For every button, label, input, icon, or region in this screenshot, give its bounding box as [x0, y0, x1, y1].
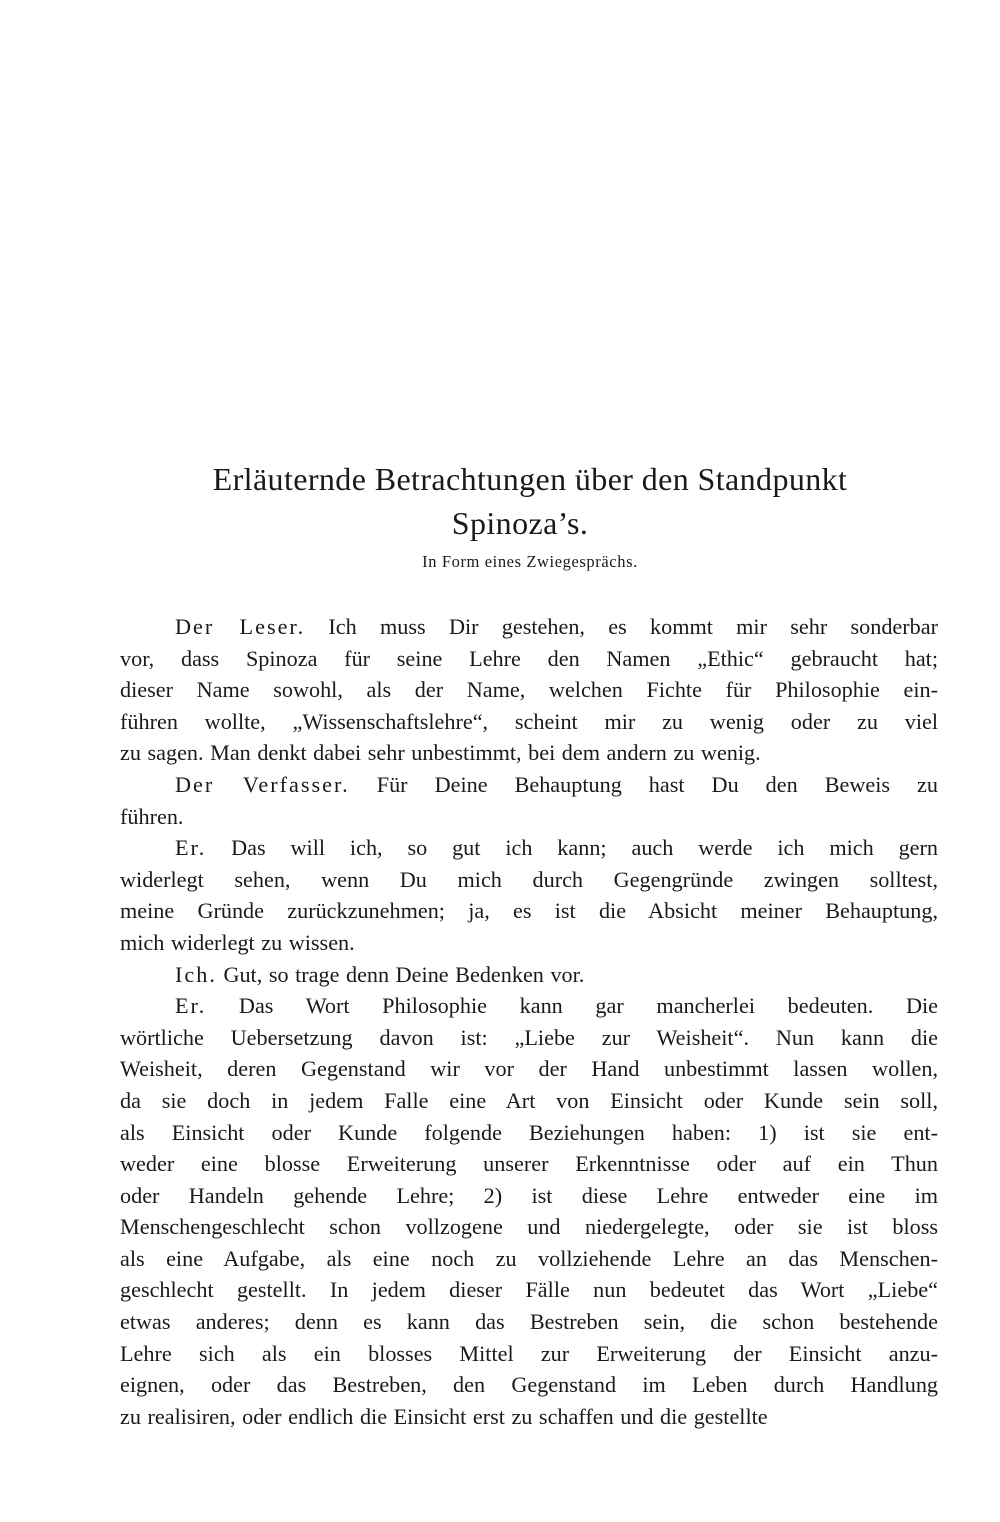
text-line: vor, dass Spinoza für seine Lehre den Namen „Ethic“ gebraucht hat;	[120, 645, 938, 671]
text-line	[120, 611, 938, 643]
line-text: Das will ich, so gut ich kann; auch werde ich mich gern	[206, 835, 938, 861]
text-line: meine Gründe zurückzunehmen; ja, es ist die Absicht meiner Behauptung,	[120, 898, 938, 924]
speaker-label: Er.	[175, 835, 207, 861]
text-line: mich widerlegt zu wissen.	[120, 929, 355, 955]
text-line: zu sagen. Man denkt dabei sehr unbestimmt, bei dem andern zu wenig.	[120, 740, 761, 766]
text-line: eignen, oder das Bestreben, den Gegenstand im Leben durch Handlung	[120, 1372, 938, 1398]
text-line: Lehre sich als ein blosses Mittel zur Erweiterung der Einsicht anzu-	[120, 1340, 938, 1366]
text-line	[120, 990, 938, 1022]
text-line	[120, 832, 938, 864]
chapter-subtitle: In Form eines Zwiegesprächs.	[422, 552, 638, 571]
text-line: dieser Name sowohl, als der Name, welchen Fichte für Philosophie ein-	[120, 677, 938, 703]
body-text	[120, 611, 938, 1432]
text-line: weder eine blosse Erweiterung unserer Erkenntnisse oder auf ein Thun	[120, 1151, 938, 1177]
text-line: führen wollte, „Wissenschaftslehre“, scheint mir zu wenig oder zu viel	[120, 708, 938, 734]
paragraph	[120, 959, 938, 991]
line-text: Das Wort Philosophie kann gar mancherlei bedeuten. Die	[206, 993, 938, 1019]
paragraph	[120, 611, 938, 769]
paragraph	[120, 832, 938, 958]
chapter-title-line-1: Erläuternde Betrachtungen über den Standpunkt	[212, 461, 848, 497]
chapter-title-line-2: Spinoza’s.	[451, 505, 589, 541]
line-text: Gut, so trage denn Deine Bedenken vor.	[216, 961, 585, 987]
text-line: zu realisiren, oder endlich die Einsicht erst zu schaffen und die gestellte	[120, 1403, 768, 1429]
text-line: als Einsicht oder Kunde folgende Beziehungen haben: 1) ist sie ent-	[120, 1119, 938, 1145]
speaker-label: Ich.	[175, 961, 217, 987]
paragraph	[120, 990, 938, 1432]
text-line: widerlegt sehen, wenn Du mich durch Gegengründe zwingen solltest,	[120, 866, 938, 892]
text-line: wörtliche Uebersetzung davon ist: „Liebe zur Weisheit“. Nun kann die	[120, 1024, 938, 1050]
text-line	[120, 959, 938, 991]
line-text: Für Deine Behauptung hast Du den Beweis zu	[349, 771, 938, 797]
paragraph	[120, 769, 938, 832]
text-line: als eine Aufgabe, als eine noch zu vollziehende Lehre an das Menschen-	[120, 1245, 938, 1271]
text-line: geschlecht gestellt. In jedem dieser Fälle nun bedeutet das Wort „Liebe“	[120, 1277, 938, 1303]
line-text: Ich muss Dir gestehen, es kommt mir sehr sonderbar	[305, 614, 938, 639]
speaker-label: Der Leser.	[175, 614, 306, 639]
text-line: etwas anderes; denn es kann das Bestreben sein, die schon bestehende	[120, 1309, 938, 1335]
text-line	[120, 769, 938, 801]
text-line: Weisheit, deren Gegenstand wir vor der Hand unbestimmt lassen wollen,	[120, 1056, 938, 1082]
speaker-label: Der Verfasser.	[175, 771, 350, 797]
text-line: Menschengeschlecht schon vollzogene und niedergelegte, oder sie ist bloss	[120, 1214, 938, 1240]
text-line: führen.	[120, 803, 184, 829]
speaker-label: Er.	[175, 993, 207, 1019]
text-line: oder Handeln gehende Lehre; 2) ist diese Lehre entweder eine im	[120, 1182, 938, 1208]
text-line: da sie doch in jedem Falle eine Art von Einsicht oder Kunde sein soll,	[120, 1087, 938, 1113]
